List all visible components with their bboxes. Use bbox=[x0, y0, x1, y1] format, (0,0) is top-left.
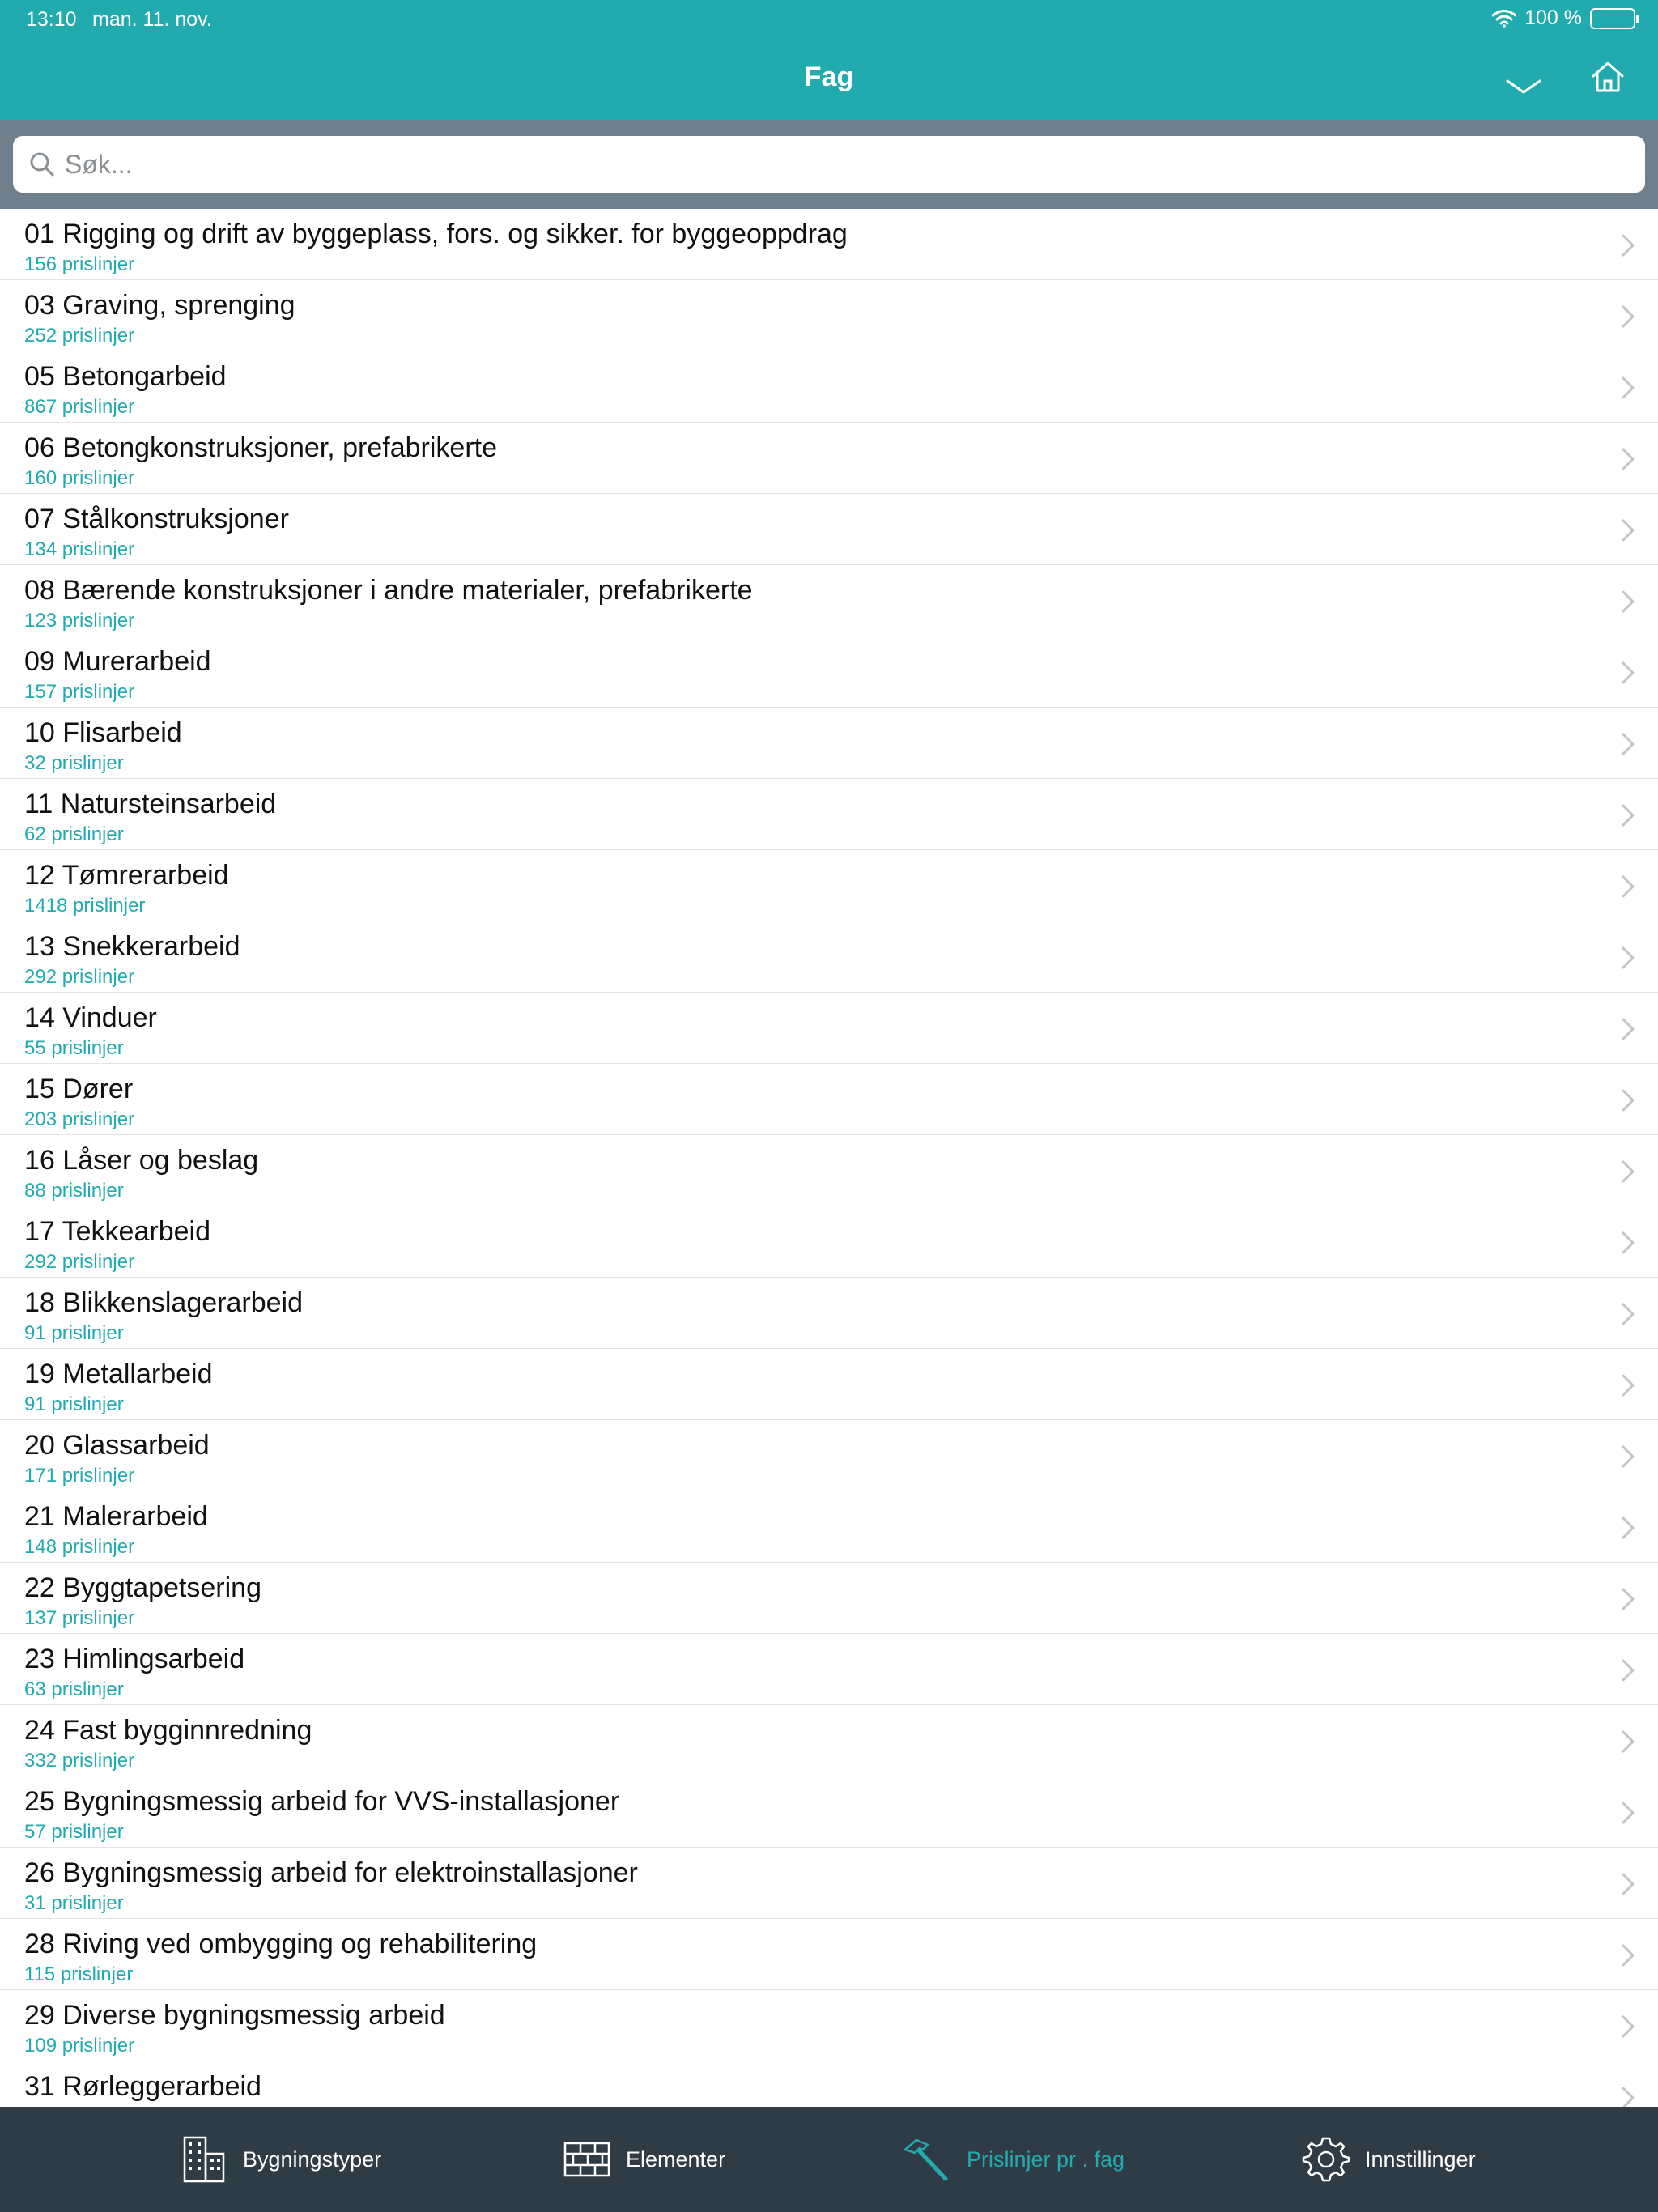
chevron-down-icon[interactable] bbox=[1498, 70, 1550, 102]
list-item-count: 31 prislinjer bbox=[24, 1892, 124, 1914]
tab-label: Prislinjer pr . fag bbox=[967, 2146, 1125, 2172]
list-item[interactable] bbox=[0, 1206, 1658, 1278]
list-item[interactable] bbox=[0, 423, 1658, 494]
list-item-count: 91 prislinjer bbox=[24, 1322, 124, 1344]
list-item-title: 26 Bygningsmessig arbeid for elektroinstallasjoner bbox=[24, 1857, 638, 1888]
list-item-title: 19 Metallarbeid bbox=[24, 1359, 213, 1389]
status-bar bbox=[0, 0, 1658, 39]
list-item-title: 14 Vinduer bbox=[24, 1002, 157, 1033]
list-item-title: 15 Dører bbox=[24, 1074, 134, 1104]
list-item-count: 115 prislinjer bbox=[24, 1963, 134, 1985]
list-item-count: 160 prislinjer bbox=[24, 467, 135, 489]
chevron-right-icon bbox=[1621, 2014, 1635, 2039]
list-item[interactable] bbox=[0, 1776, 1658, 1848]
chevron-right-icon bbox=[1621, 1587, 1635, 1611]
tab-elementer[interactable] bbox=[563, 2107, 725, 2212]
list-item-title: 23 Himlingsarbeid bbox=[24, 1644, 245, 1674]
list-item[interactable] bbox=[0, 1278, 1658, 1349]
chevron-right-icon bbox=[1621, 447, 1635, 471]
list-item[interactable] bbox=[0, 1491, 1658, 1563]
battery-percent: 100 % bbox=[1524, 6, 1582, 29]
list-item-count: 156 prislinjer bbox=[24, 253, 135, 275]
page-title: Fag bbox=[804, 62, 854, 92]
search-bar bbox=[0, 120, 1658, 209]
list-item[interactable] bbox=[0, 636, 1658, 708]
list-item-title: 21 Malerarbeid bbox=[24, 1501, 208, 1532]
list-item[interactable] bbox=[0, 1990, 1658, 2061]
list-item-count: 91 prislinjer bbox=[24, 1393, 124, 1415]
brick-wall-icon bbox=[563, 2141, 611, 2178]
list-item-title: 18 Blikkenslagerarbeid bbox=[24, 1287, 303, 1318]
tab-prislinjer-pr-fag[interactable] bbox=[900, 2107, 1124, 2212]
list-item[interactable] bbox=[0, 1634, 1658, 1705]
gear-icon bbox=[1302, 2135, 1350, 2184]
list-item-title: 24 Fast bygginnredning bbox=[24, 1715, 312, 1746]
list-item-count: 109 prislinjer bbox=[24, 2035, 135, 2057]
list-item[interactable] bbox=[0, 921, 1658, 993]
tab-label: Innstillinger bbox=[1365, 2146, 1476, 2172]
list-item-title: 13 Snekkerarbeid bbox=[24, 931, 240, 962]
list-item-count: 1418 prislinjer bbox=[24, 895, 146, 917]
status-time: 13:10 bbox=[26, 8, 77, 31]
list-item[interactable] bbox=[0, 993, 1658, 1064]
chevron-right-icon bbox=[1621, 1302, 1635, 1326]
list-item-title: 09 Murerarbeid bbox=[24, 646, 211, 677]
list-item-count: 57 prislinjer bbox=[24, 1821, 124, 1843]
chevron-right-icon bbox=[1621, 1658, 1635, 1682]
list-item[interactable] bbox=[0, 1919, 1658, 1990]
list-item-count: 171 prislinjer bbox=[24, 1465, 135, 1487]
tab-label: Elementer bbox=[626, 2146, 726, 2172]
list-item-count: 32 prislinjer bbox=[24, 752, 124, 774]
list-item-title: 10 Flisarbeid bbox=[24, 717, 182, 748]
list-item-title: 05 Betongarbeid bbox=[24, 361, 227, 392]
chevron-right-icon bbox=[1621, 233, 1635, 257]
chevron-right-icon bbox=[1621, 376, 1635, 400]
list-item[interactable] bbox=[0, 2061, 1658, 2107]
hammer-icon bbox=[900, 2135, 952, 2184]
chevron-right-icon bbox=[1621, 1801, 1635, 1825]
list-item-title: 16 Låser og beslag bbox=[24, 1145, 259, 1176]
chevron-right-icon bbox=[1621, 803, 1635, 827]
list-item-count: 867 prislinjer bbox=[24, 396, 135, 418]
navigation-bar bbox=[0, 39, 1658, 120]
chevron-right-icon bbox=[1621, 1088, 1635, 1112]
list-item-count: 63 prislinjer bbox=[24, 1678, 124, 1700]
list-item[interactable] bbox=[0, 565, 1658, 636]
list-item[interactable] bbox=[0, 1705, 1658, 1776]
list-item-count: 332 prislinjer bbox=[24, 1750, 135, 1772]
chevron-right-icon bbox=[1621, 1943, 1635, 1967]
chevron-right-icon bbox=[1621, 2086, 1635, 2107]
battery-icon bbox=[1590, 8, 1635, 29]
building-icon bbox=[180, 2134, 228, 2184]
list-item-title: 01 Rigging og drift av byggeplass, fors. og sikker. for byggeoppdrag bbox=[24, 219, 848, 249]
list-item-title: 28 Riving ved ombygging og rehabilitering bbox=[24, 1929, 538, 1959]
list-item-title: 29 Diverse bygningsmessig arbeid bbox=[24, 2000, 445, 2031]
chevron-right-icon bbox=[1621, 661, 1635, 685]
search-field[interactable] bbox=[13, 136, 1645, 193]
chevron-right-icon bbox=[1621, 589, 1635, 614]
list-item-title: 06 Betongkonstruksjoner, prefabrikerte bbox=[24, 432, 498, 463]
list-item-title: 31 Rørleggerarbeid bbox=[24, 2071, 261, 2102]
list-item-title: 07 Stålkonstruksjoner bbox=[24, 504, 289, 534]
chevron-right-icon bbox=[1621, 1373, 1635, 1397]
chevron-right-icon bbox=[1621, 1872, 1635, 1896]
fag-list bbox=[0, 209, 1658, 2107]
tab-label: Bygningstyper bbox=[243, 2146, 382, 2172]
list-item-title: 22 Byggtapetsering bbox=[24, 1572, 261, 1603]
list-item-count: 62 prislinjer bbox=[24, 823, 124, 845]
list-item[interactable] bbox=[0, 209, 1658, 280]
list-item-count: 252 prislinjer bbox=[24, 325, 135, 347]
list-item[interactable] bbox=[0, 351, 1658, 423]
home-icon[interactable] bbox=[1587, 57, 1629, 99]
list-item-count: 292 prislinjer bbox=[24, 1251, 135, 1273]
chevron-right-icon bbox=[1621, 518, 1635, 542]
chevron-right-icon bbox=[1621, 304, 1635, 329]
list-item[interactable] bbox=[0, 708, 1658, 779]
list-item-count: 88 prislinjer bbox=[24, 1180, 124, 1202]
chevron-right-icon bbox=[1621, 1231, 1635, 1255]
list-item-count: 148 prislinjer bbox=[24, 1536, 135, 1558]
list-item-count: 137 prislinjer bbox=[24, 1607, 135, 1629]
chevron-right-icon bbox=[1621, 1159, 1635, 1184]
list-item-title: 12 Tømrerarbeid bbox=[24, 860, 229, 891]
list-item[interactable] bbox=[0, 1349, 1658, 1420]
tab-innstillinger[interactable] bbox=[1302, 2107, 1476, 2212]
list-item-count: 292 prislinjer bbox=[24, 966, 135, 988]
list-item[interactable] bbox=[0, 1064, 1658, 1135]
list-item[interactable] bbox=[0, 1848, 1658, 1919]
tab-bygningstyper[interactable] bbox=[180, 2107, 381, 2212]
chevron-right-icon bbox=[1621, 874, 1635, 899]
list-item-count: 157 prislinjer bbox=[24, 681, 135, 703]
list-item[interactable] bbox=[0, 1420, 1658, 1491]
wifi-icon bbox=[1492, 10, 1516, 28]
search-icon bbox=[26, 148, 58, 181]
search-input[interactable] bbox=[65, 150, 1603, 180]
chevron-right-icon bbox=[1621, 1729, 1635, 1754]
list-item-title: 25 Bygningsmessig arbeid for VVS-installasjoner bbox=[24, 1786, 620, 1817]
list-item-title: 03 Graving, sprenging bbox=[24, 290, 295, 321]
chevron-right-icon bbox=[1621, 1444, 1635, 1469]
list-item-count: 134 prislinjer bbox=[24, 538, 135, 560]
list-item[interactable] bbox=[0, 1135, 1658, 1206]
list-item-title: 08 Bærende konstruksjoner i andre materialer, prefabrikerte bbox=[24, 575, 753, 606]
chevron-right-icon bbox=[1621, 1516, 1635, 1540]
list-item-count: 203 prislinjer bbox=[24, 1108, 135, 1130]
list-item-title: 20 Glassarbeid bbox=[24, 1430, 210, 1461]
list-item[interactable] bbox=[0, 280, 1658, 351]
chevron-right-icon bbox=[1621, 732, 1635, 756]
list-item-title: 17 Tekkearbeid bbox=[24, 1216, 210, 1247]
status-indicators bbox=[1492, 6, 1635, 30]
chevron-right-icon bbox=[1621, 1017, 1635, 1041]
tab-bar bbox=[0, 2107, 1658, 2212]
status-date: man. 11. nov. bbox=[92, 8, 212, 31]
list-item-title: 11 Natursteinsarbeid bbox=[24, 789, 277, 819]
chevron-right-icon bbox=[1621, 946, 1635, 970]
list-item[interactable] bbox=[0, 779, 1658, 850]
list-item[interactable] bbox=[0, 850, 1658, 921]
list-item[interactable] bbox=[0, 1563, 1658, 1634]
list-item[interactable] bbox=[0, 494, 1658, 565]
list-item-count: 55 prislinjer bbox=[24, 1037, 124, 1059]
list-item-count: 123 prislinjer bbox=[24, 610, 135, 632]
